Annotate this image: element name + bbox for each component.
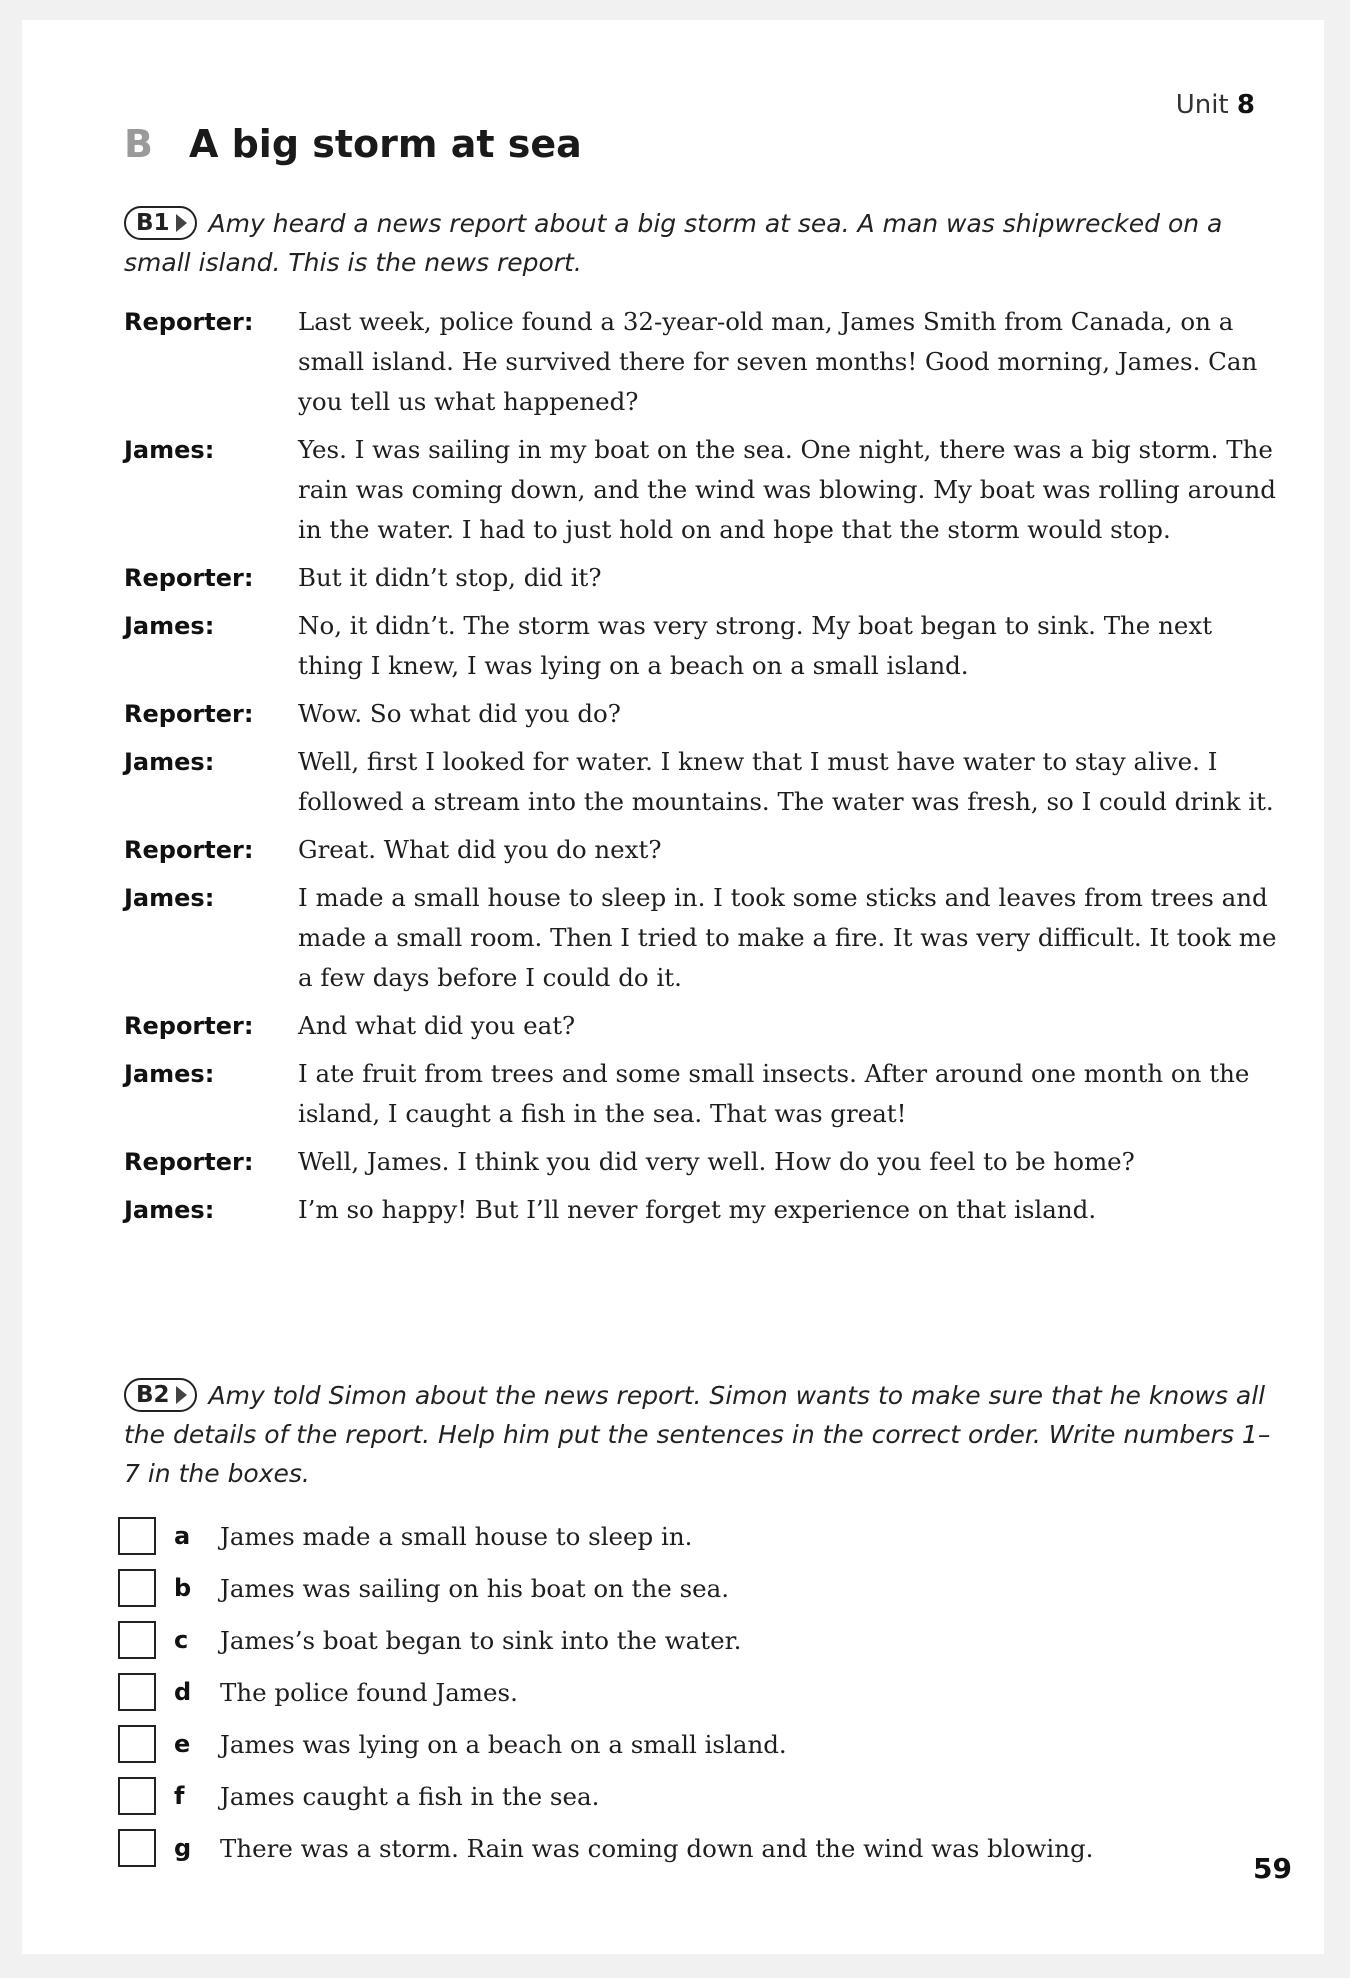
item-letter: c (174, 1626, 189, 1654)
speech-text: No, it didn’t. The storm was very strong. My boat began to sink. The next thing I knew, I was lying on a beach on a small island. (298, 611, 1213, 680)
ordering-item (118, 1614, 1278, 1666)
speech-text: Wow. So what did you do? (298, 699, 621, 728)
dialogue-line (124, 1142, 1284, 1182)
speaker-label: Reporter: (124, 1148, 254, 1176)
audio-track-badge-b1[interactable] (124, 206, 197, 240)
speaker-label: James: (124, 1060, 215, 1088)
item-sentence: James was sailing on his boat on the sea. (220, 1573, 730, 1603)
unit-number: 8 (1236, 90, 1255, 120)
instruction-text: Amy told Simon about the news report. Simon wants to make sure that he knows all the details of the report. Help him put the sentences in the correct order. Write numbers 1–7 in the boxes. (124, 1381, 1271, 1488)
answer-box[interactable] (118, 1673, 156, 1711)
speech-text: But it didn’t stop, did it? (298, 563, 602, 592)
exercise-b1-instruction (124, 204, 1274, 282)
speech-text: Yes. I was sailing in my boat on the sea. One night, there was a big storm. The rain was coming down, and the wind was blowing. My boat was rolling around in the water. I had to just hold on and hope that the storm would stop. (298, 435, 1276, 544)
dialogue-line (124, 302, 1284, 422)
speaker-label: James: (124, 436, 215, 464)
speech-text: Well, James. I think you did very well. How do you feel to be home? (298, 1147, 1135, 1176)
speech-text: Well, first I looked for water. I knew that I must have water to stay alive. I followed a stream into the mountains. The water was fresh, so I could drink it. (298, 747, 1274, 816)
item-sentence: The police found James. (220, 1677, 518, 1707)
item-sentence: James’s boat began to sink into the water. (220, 1625, 742, 1655)
dialogue-line (124, 558, 1284, 598)
speaker-label: James: (124, 884, 215, 912)
dialogue-line (124, 830, 1284, 870)
play-icon (176, 214, 187, 232)
answer-box[interactable] (118, 1517, 156, 1555)
answer-box[interactable] (118, 1621, 156, 1659)
answer-box[interactable] (118, 1829, 156, 1867)
item-letter: g (174, 1834, 192, 1862)
page-number: 59 (1253, 1852, 1292, 1885)
dialogue-line (124, 1054, 1284, 1134)
dialogue-line (124, 694, 1284, 734)
dialogue-line (124, 742, 1284, 822)
item-sentence: James caught a fish in the sea. (220, 1781, 600, 1811)
item-letter: d (174, 1678, 192, 1706)
speaker-label: James: (124, 748, 215, 776)
ordering-item (118, 1770, 1278, 1822)
unit-text: Unit (1175, 90, 1229, 120)
play-icon (176, 1386, 187, 1404)
speaker-label: Reporter: (124, 308, 254, 336)
dialogue (124, 302, 1284, 1238)
ordering-item (118, 1822, 1278, 1874)
speech-text: I made a small house to sleep in. I took some sticks and leaves from trees and made a small room. Then I tried to make a fire. It was very difficult. It took me a few days before I could do it. (298, 883, 1277, 992)
speech-text: And what did you eat? (298, 1011, 576, 1040)
ordering-item (118, 1718, 1278, 1770)
dialogue-line (124, 1006, 1284, 1046)
dialogue-line (124, 1190, 1284, 1230)
ordering-item (118, 1666, 1278, 1718)
unit-label (1176, 90, 1255, 120)
speech-text: I ate fruit from trees and some small insects. After around one month on the island, I caught a fish in the sea. That was great! (298, 1059, 1250, 1128)
speaker-label: Reporter: (124, 1012, 254, 1040)
badge-label: B1 (136, 210, 170, 236)
item-sentence: James was lying on a beach on a small island. (220, 1729, 787, 1759)
section-heading (124, 122, 582, 166)
speech-text: Great. What did you do next? (298, 835, 662, 864)
exercise-b2-instruction (124, 1376, 1274, 1493)
answer-box[interactable] (118, 1569, 156, 1607)
answer-box[interactable] (118, 1725, 156, 1763)
dialogue-line (124, 430, 1284, 550)
answer-box[interactable] (118, 1777, 156, 1815)
dialogue-line (124, 878, 1284, 998)
section-letter: B (124, 122, 153, 166)
speaker-label: Reporter: (124, 564, 254, 592)
speech-text: Last week, police found a 32-year-old man, James Smith from Canada, on a small island. He survived there for seven months! Good morning, James. Can you tell us what happened? (298, 307, 1258, 416)
item-letter: a (174, 1522, 191, 1550)
ordering-list (118, 1510, 1278, 1874)
speech-text: I’m so happy! But I’ll never forget my experience on that island. (298, 1195, 1097, 1224)
item-letter: e (174, 1730, 191, 1758)
ordering-item (118, 1510, 1278, 1562)
ordering-item (118, 1562, 1278, 1614)
item-sentence: There was a storm. Rain was coming down and the wind was blowing. (220, 1833, 1094, 1863)
speaker-label: Reporter: (124, 700, 254, 728)
audio-track-badge-b2[interactable] (124, 1378, 197, 1412)
speaker-label: James: (124, 1196, 215, 1224)
dialogue-line (124, 606, 1284, 686)
badge-label: B2 (136, 1382, 170, 1408)
item-letter: b (174, 1574, 192, 1602)
item-sentence: James made a small house to sleep in. (220, 1521, 693, 1551)
speaker-label: Reporter: (124, 836, 254, 864)
speaker-label: James: (124, 612, 215, 640)
section-title: A big storm at sea (188, 122, 582, 166)
instruction-text: Amy heard a news report about a big storm at sea. A man was shipwrecked on a small island. This is the news report. (124, 209, 1223, 277)
item-letter: f (174, 1782, 185, 1810)
